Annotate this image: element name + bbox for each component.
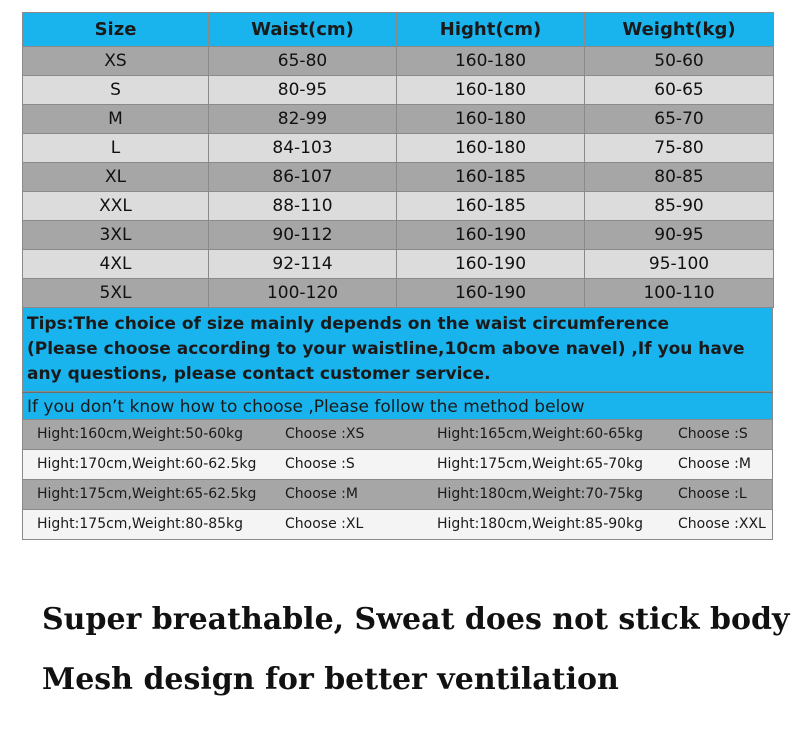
header-size: Size xyxy=(23,13,209,47)
size-table xyxy=(22,12,774,308)
cell-waist: 100-120 xyxy=(209,279,397,308)
table-row xyxy=(23,105,774,134)
method-measure: Hight:175cm,Weight:65-62.5kg xyxy=(37,486,257,502)
tips-line: Tips:The choice of size mainly depends on the waist circumference xyxy=(27,314,670,334)
cell-weight: 95-100 xyxy=(585,250,774,279)
cell-height: 160-180 xyxy=(397,47,585,76)
cell-weight: 90-95 xyxy=(585,221,774,250)
method-row xyxy=(22,510,773,540)
method-measure: Hight:160cm,Weight:50-60kg xyxy=(37,426,244,442)
tips-box xyxy=(22,308,773,392)
header-waist: Waist(cm) xyxy=(209,13,397,47)
method-choice: Choose :S xyxy=(285,456,355,472)
cell-size: S xyxy=(23,76,209,105)
cell-weight: 80-85 xyxy=(585,163,774,192)
method-choice: Choose :XXL xyxy=(678,516,766,532)
header-height: Hight(cm) xyxy=(397,13,585,47)
cell-height: 160-180 xyxy=(397,76,585,105)
table-row xyxy=(23,192,774,221)
cell-height: 160-190 xyxy=(397,221,585,250)
method-row xyxy=(22,420,773,450)
slogan-mesh: Mesh design for better ventilation xyxy=(42,662,619,697)
table-row xyxy=(23,47,774,76)
method-choice: Choose :L xyxy=(678,486,747,502)
tips-line: any questions, please contact customer service. xyxy=(27,364,491,384)
cell-waist: 92-114 xyxy=(209,250,397,279)
method-measure: Hight:180cm,Weight:70-75kg xyxy=(437,486,644,502)
cell-waist: 84-103 xyxy=(209,134,397,163)
method-choice: Choose :XS xyxy=(285,426,365,442)
cell-waist: 90-112 xyxy=(209,221,397,250)
cell-waist: 86-107 xyxy=(209,163,397,192)
cell-weight: 50-60 xyxy=(585,47,774,76)
table-row xyxy=(23,163,774,192)
method-choice: Choose :S xyxy=(678,426,748,442)
table-row xyxy=(23,279,774,308)
table-header-row xyxy=(23,13,774,47)
cell-height: 160-180 xyxy=(397,134,585,163)
method-choice: Choose :M xyxy=(285,486,358,502)
cell-height: 160-190 xyxy=(397,279,585,308)
tips-line: (Please choose according to your waistline,10cm above navel) ,If you have xyxy=(27,339,745,359)
method-measure: Hight:180cm,Weight:85-90kg xyxy=(437,516,644,532)
method-row xyxy=(22,480,773,510)
slogan-breathable: Super breathable, Sweat does not stick body xyxy=(42,602,790,637)
cell-weight: 75-80 xyxy=(585,134,774,163)
cell-height: 160-180 xyxy=(397,105,585,134)
method-choice: Choose :XL xyxy=(285,516,364,532)
cell-size: XL xyxy=(23,163,209,192)
method-choice: Choose :M xyxy=(678,456,751,472)
cell-waist: 82-99 xyxy=(209,105,397,134)
cell-size: M xyxy=(23,105,209,134)
size-chart xyxy=(22,12,773,540)
cell-waist: 65-80 xyxy=(209,47,397,76)
cell-size: XXL xyxy=(23,192,209,221)
cell-weight: 60-65 xyxy=(585,76,774,105)
cell-weight: 100-110 xyxy=(585,279,774,308)
cell-size: 3XL xyxy=(23,221,209,250)
cell-height: 160-185 xyxy=(397,163,585,192)
header-weight: Weight(kg) xyxy=(585,13,774,47)
table-row xyxy=(23,250,774,279)
cell-waist: 88-110 xyxy=(209,192,397,221)
cell-size: XS xyxy=(23,47,209,76)
cell-size: L xyxy=(23,134,209,163)
method-measure: Hight:170cm,Weight:60-62.5kg xyxy=(37,456,257,472)
method-measure: Hight:175cm,Weight:65-70kg xyxy=(437,456,644,472)
method-row xyxy=(22,450,773,480)
cell-size: 5XL xyxy=(23,279,209,308)
table-row xyxy=(23,221,774,250)
method-title: If you don’t know how to choose ,Please follow the method below xyxy=(22,392,773,420)
cell-height: 160-185 xyxy=(397,192,585,221)
method-measure: Hight:175cm,Weight:80-85kg xyxy=(37,516,244,532)
table-row xyxy=(23,134,774,163)
cell-weight: 85-90 xyxy=(585,192,774,221)
cell-weight: 65-70 xyxy=(585,105,774,134)
cell-waist: 80-95 xyxy=(209,76,397,105)
cell-size: 4XL xyxy=(23,250,209,279)
cell-height: 160-190 xyxy=(397,250,585,279)
method-measure: Hight:165cm,Weight:60-65kg xyxy=(437,426,644,442)
table-row xyxy=(23,76,774,105)
